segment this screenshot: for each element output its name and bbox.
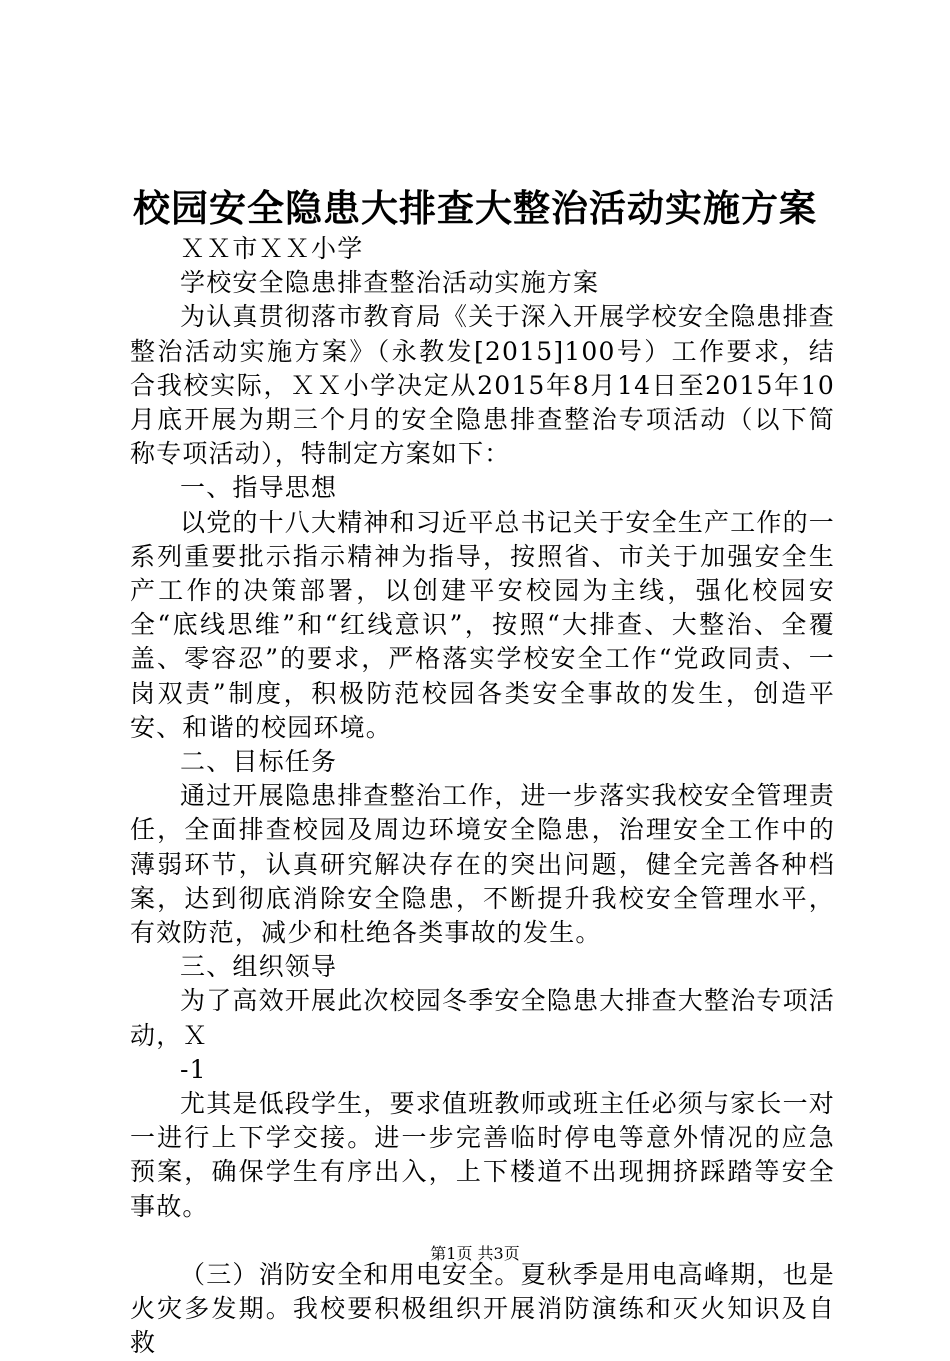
document-title: 校园安全隐患大排查大整治活动实施方案 bbox=[133, 186, 817, 230]
section-heading-goals-tasks: 二、目标任务 bbox=[180, 747, 338, 777]
guiding-ideology-paragraph: 以党的十八大精神和习近平总书记关于安全生产工作的一系列重要批示指示精神为指导，按照省、市关于加强安全生产工作的决策部署，以创建平安校园为主线，强化校园安全“底线思维”和“红线意识”，按照“大排查、大整治、全覆盖、零容忍”的要求，严格落实学校安全工作“党政同责、一岗双责”制度，积极防范校园各类安全事故的发生，创造平安、和谐的校园环境。 bbox=[130, 507, 836, 742]
handover-paragraph: 尤其是低段学生，要求值班教师或班主任必须与家长一对一进行上下学交接。进一步完善临时停电等意外情况的应急预案，确保学生有序出入，上下楼道不出现拥挤踩踏等安全事故。 bbox=[130, 1089, 836, 1221]
page-number-footer: 第1页 共3页 bbox=[430, 1244, 520, 1263]
section-heading-guiding-ideology: 一、指导思想 bbox=[180, 473, 338, 503]
page-fragment-marker: -1 bbox=[180, 1054, 207, 1084]
school-name-line: ＸＸ市ＸＸ小学 bbox=[180, 234, 364, 263]
intro-paragraph: 为认真贯彻落市教育局《关于深入开展学校安全隐患排查整治活动实施方案》（永教发[2015]100号）工作要求，结合我校实际，ＸＸ小学决定从2015年8月14日至2015年10月底开展为期三个月的安全隐患排查整治专项活动（以下简称专项活动），特制定方案如下： bbox=[130, 302, 836, 469]
fire-electric-safety-paragraph: （三）消防安全和用电安全。夏秋季是用电高峰期，也是火灾多发期。我校要积极组织开展消防演练和灭火知识及自救 bbox=[130, 1259, 836, 1358]
organization-paragraph: 为了高效开展此次校园冬季安全隐患大排查大整治专项活动，Ｘ bbox=[130, 986, 836, 1050]
goals-tasks-paragraph: 通过开展隐患排查整治工作，进一步落实我校安全管理责任，全面排查校园及周边环境安全隐患，治理安全工作中的薄弱环节，认真研究解决存在的突出问题，健全完善各种档案，达到彻底消除安全隐患，不断提升我校安全管理水平，有效防范，减少和杜绝各类事故的发生。 bbox=[130, 781, 836, 948]
section-heading-organization: 三、组织领导 bbox=[180, 952, 338, 982]
document-body bbox=[130, 232, 835, 1361]
plan-subtitle: 学校安全隐患排查整治活动实施方案 bbox=[180, 268, 600, 298]
